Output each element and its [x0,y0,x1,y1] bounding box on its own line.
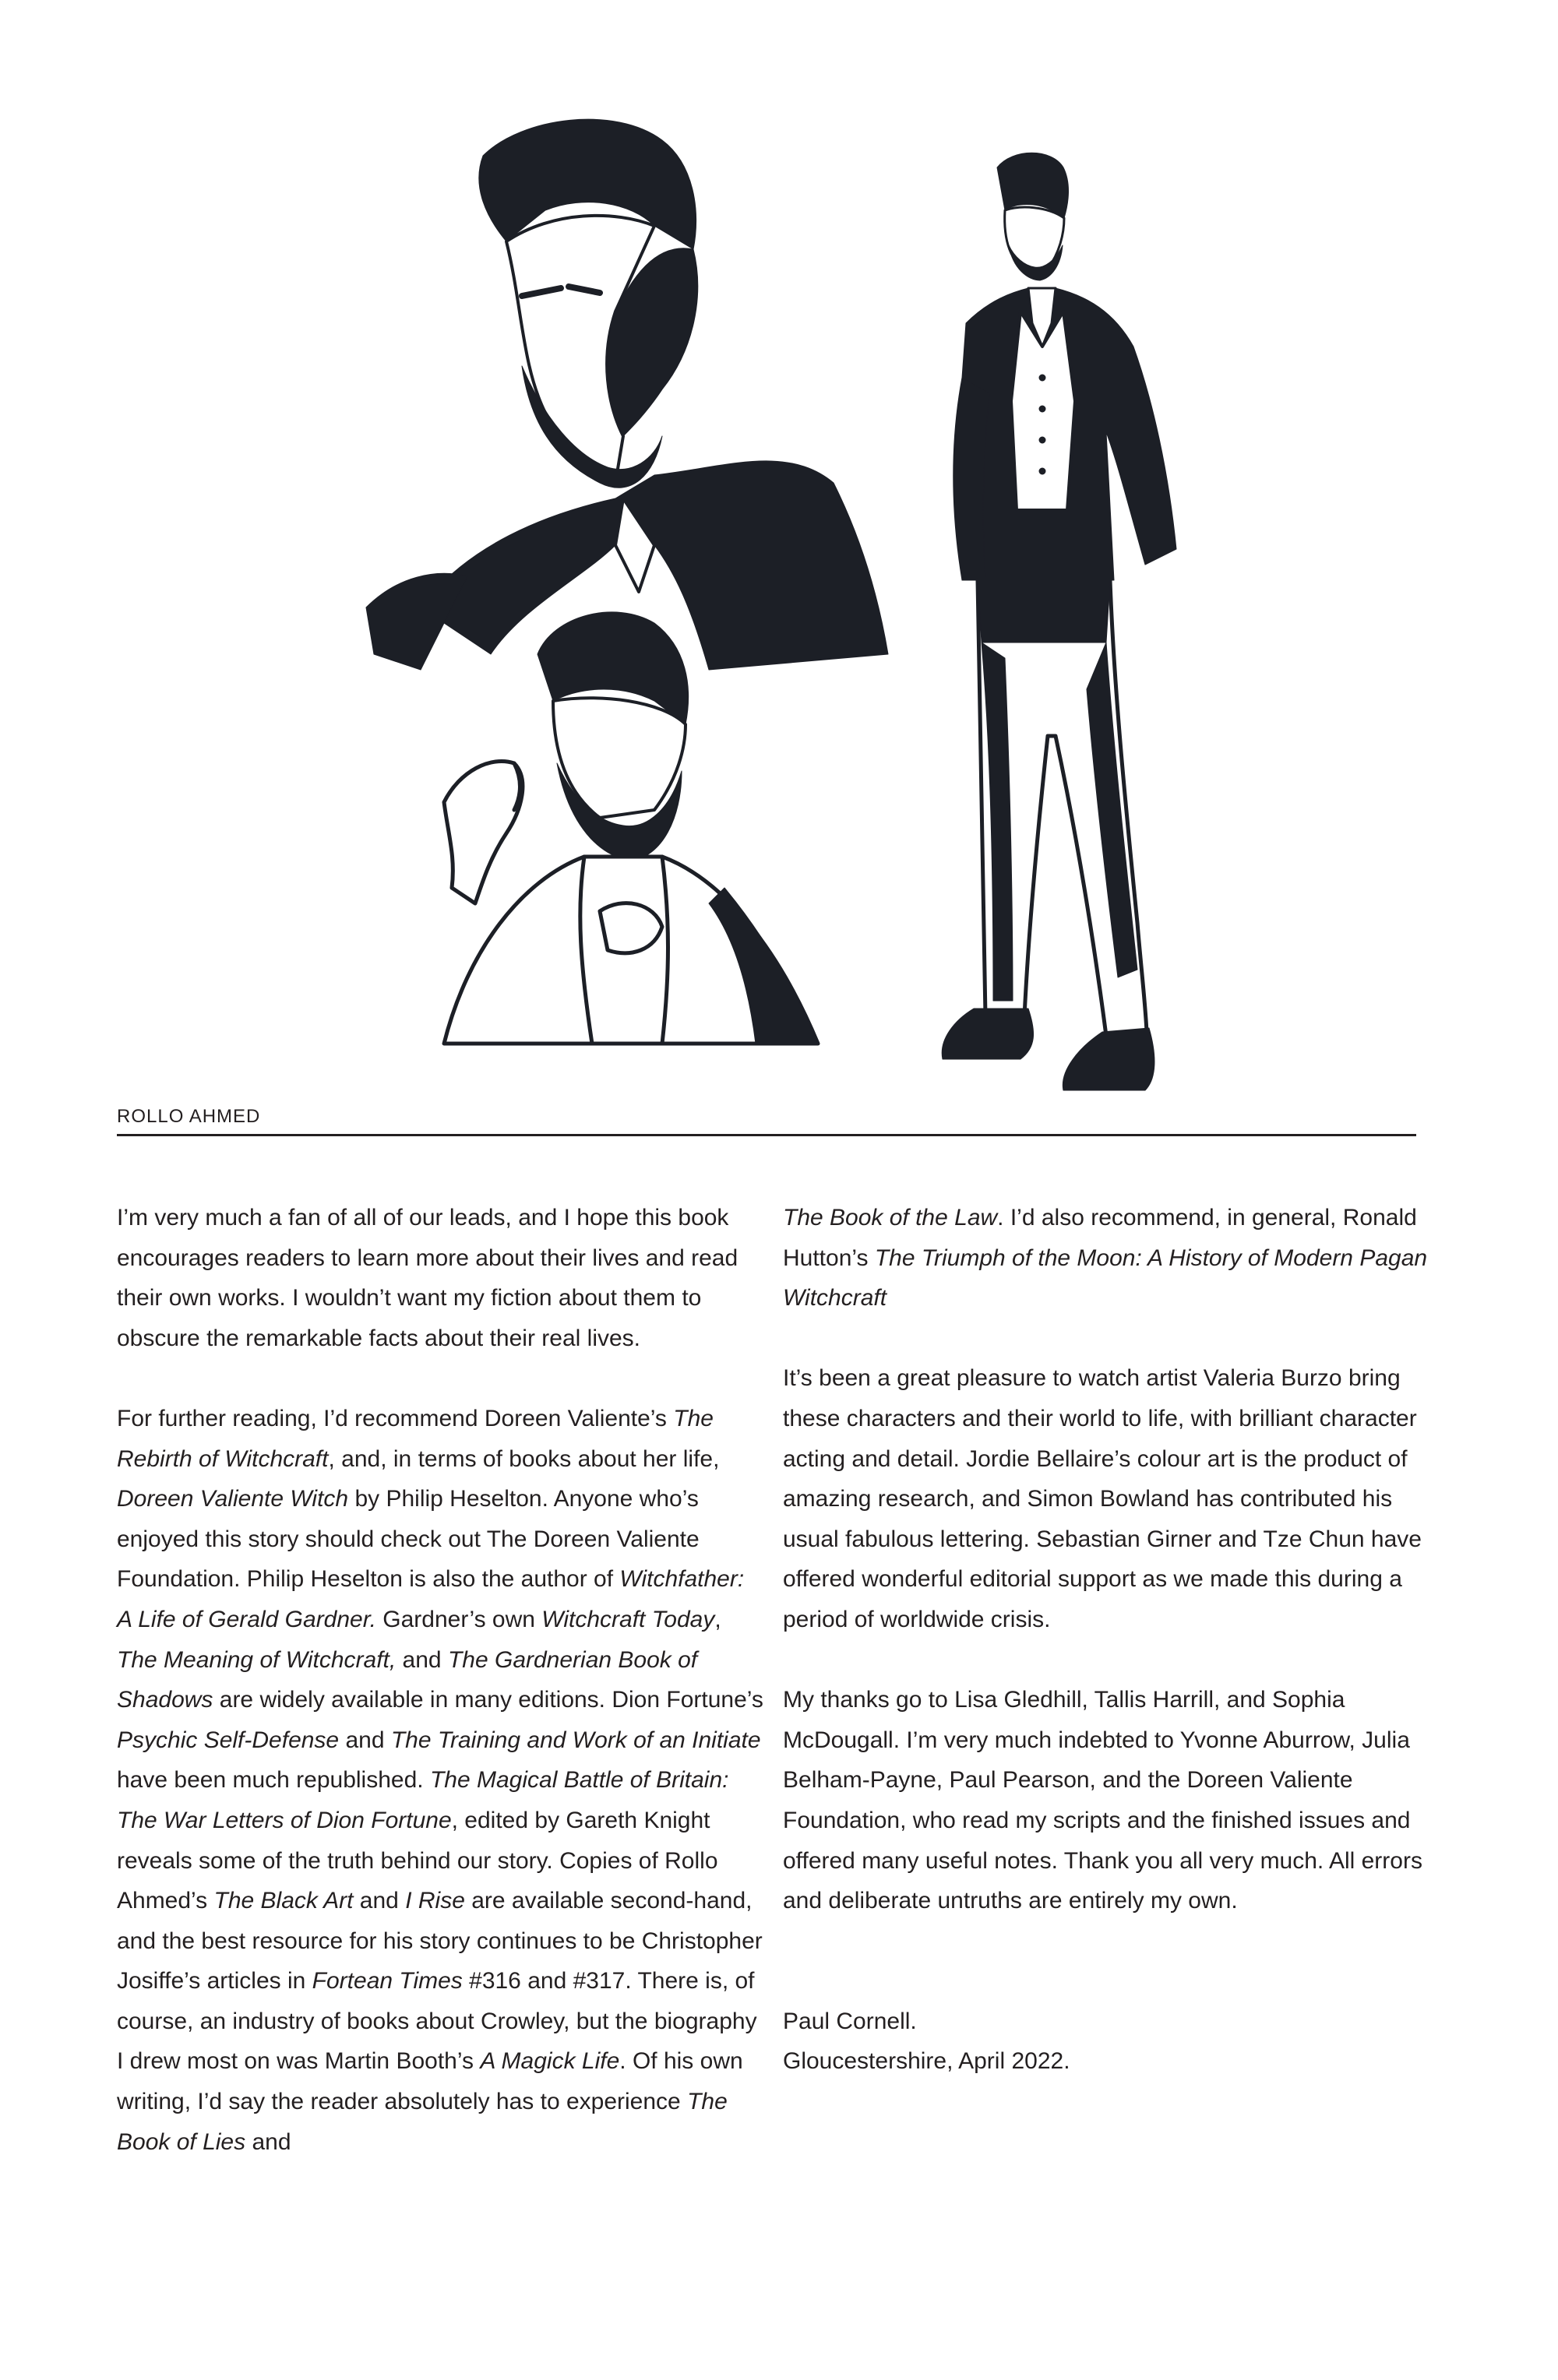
paragraph-credits: It’s been a great pleasure to watch artist Valeria Burzo bring these characters and their world to life, with brilliant character acting and detail. Jordie Bellaire’s colour art is the product of amazing research, and Simon Bowland has contributed his usual fabulous lettering. Sebastian Girner and Tze Chun have offered wonderful editorial support as we made this during a period of worldwide crisis. [783,1365,1422,1632]
signature-place: Gloucestershire, April 2022. [783,2048,1070,2075]
book-title: The Book of the Law [783,1205,998,1230]
book-title: A Magick Life [480,2048,620,2075]
book-title: I Rise [405,1888,465,1914]
text-run: For further reading, I’d recommend Doreen Valiente’s [117,1405,674,1431]
illustration-caption: ROLLO AHMED [117,1106,261,1127]
standing-figure-sketch-illustration [919,144,1285,1098]
text-run: #316 and #317. There is, of course, an industry of books about Crowley, but the biography I drew most on was Martin Booth’s [117,1968,757,2075]
signature-name: Paul Cornell. [783,2008,917,2034]
book-title: Witchfather: A Life of Gerald Gardner. [117,1566,745,1632]
text-run: Gardner’s own [375,1606,542,1632]
text-run: . I’d also recommend, in general, Ronald Hutton’s [783,1205,1417,1271]
text-run: , and, in terms of books about her life, [328,1445,720,1472]
book-title: The Triumph of the Moon: A History of Modern Pagan Witchcraft [783,1245,1428,1311]
book-title: The Book of Lies [117,2089,728,2155]
book-title: The Meaning of Witchcraft, [117,1646,397,1673]
text-run: and [396,1646,448,1673]
text-run: , [714,1606,721,1632]
text-run: , edited by Gareth Knight reveals some of the truth behind our story. Copies of Rollo Ahmed’s [117,1807,718,1914]
text-run: and [353,1888,406,1914]
paragraph-thanks: My thanks go to Lisa Gledhill, Tallis Harrill, and Sophia McDougall. I’m very much indebted to Yvonne Aburrow, Julia Belham-Payne, Paul Pearson, and the Doreen Valiente Foundation, who read my scripts and the finished issues and offered many useful notes. Thank you all very much. All errors and deliberate untruths are entirely my own. [783,1687,1422,1914]
text-run: and [245,2128,291,2155]
text-run: and [339,1727,391,1753]
book-title: The Magical Battle of Britain: The War Letters of Dion Fortune [117,1767,729,1833]
left-text-column [117,1198,763,2162]
book-title: Psychic Self-Defense [117,1727,340,1753]
book-title: The Rebirth of Witchcraft [117,1405,714,1472]
text-run: by Philip Heselton. Anyone who’s enjoyed this story should check out The Doreen Valiente Foundation. Philip Heselton is also the author of [117,1486,700,1593]
book-title: The Training and Work of an Initiate [390,1727,761,1753]
caption-divider [117,1134,1416,1136]
paragraph-intro: I’m very much a fan of all of our leads, and I hope this book encourages readers to learn more about their lives and read their own works. I wouldn’t want my fiction about them to obscure the remarkable facts about their real lives. [117,1205,738,1351]
book-title: Doreen Valiente Witch [117,1486,349,1512]
text-run: are widely available in many editions. Dion Fortune’s [213,1687,763,1713]
text-run: have been much republished. [117,1767,430,1794]
book-title: Fortean Times [312,1968,463,1994]
book-title: The Gardnerian Book of Shadows [117,1646,698,1713]
book-title: Witchcraft Today [541,1606,715,1632]
paragraph-further-reading [117,1399,763,2162]
portrait-sketch-illustration [288,109,904,1067]
signature-spacer [783,1921,1429,2002]
book-title: The Black Art [213,1888,354,1914]
text-run: . Of his own writing, I’d say the reader absolutely has to experience [117,2048,743,2115]
text-run: are available second-hand, and the best resource for his story continues to be Christopher Josiffe’s articles in [117,1888,763,1994]
paragraph-further-reading-continued [783,1198,1429,1319]
right-text-column [783,1198,1429,2082]
